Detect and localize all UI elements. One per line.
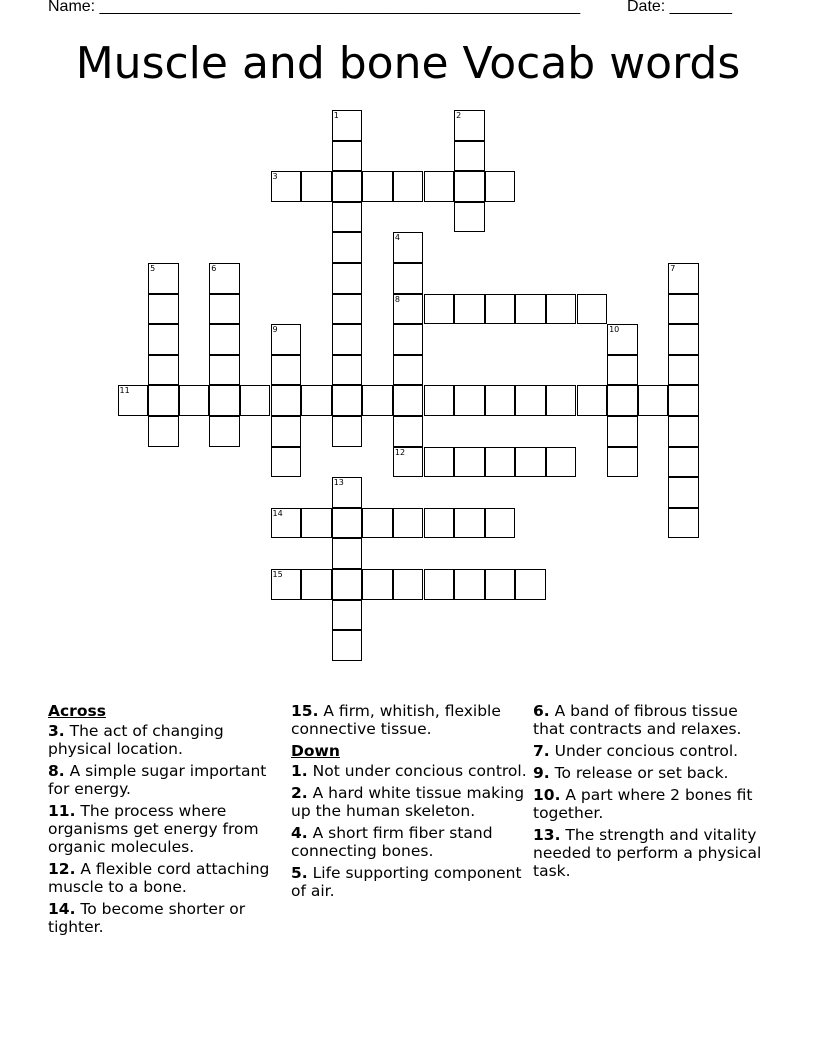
- grid-cell[interactable]: [209, 385, 240, 416]
- grid-cell[interactable]: [148, 385, 179, 416]
- clue-down-6: 6. A band of fibrous tissue that contracts and relaxes.: [533, 702, 742, 738]
- grid-cell[interactable]: [668, 508, 699, 539]
- grid-cell[interactable]: [332, 110, 363, 141]
- grid-cell[interactable]: [332, 324, 363, 355]
- grid-cell[interactable]: [577, 294, 608, 325]
- grid-cell[interactable]: [515, 294, 546, 325]
- grid-cell[interactable]: [607, 447, 638, 478]
- across-heading: Across: [48, 702, 106, 720]
- grid-cell[interactable]: [668, 477, 699, 508]
- grid-cell[interactable]: [546, 385, 577, 416]
- grid-cell[interactable]: [424, 447, 455, 478]
- clue-down-13: 13. The strength and vitality needed to perform a physical task.: [533, 826, 762, 880]
- clue-number: 10: [609, 325, 620, 335]
- clue-number: 8: [394, 294, 400, 304]
- grid-cell[interactable]: [332, 355, 363, 386]
- grid-cell[interactable]: [393, 385, 424, 416]
- clue-down-9: 9. To release or set back.: [533, 764, 729, 782]
- grid-cell[interactable]: [301, 508, 332, 539]
- grid-cell[interactable]: [362, 171, 393, 202]
- grid-cell[interactable]: [240, 385, 271, 416]
- grid-cell[interactable]: [454, 294, 485, 325]
- grid-cell[interactable]: [209, 263, 240, 294]
- grid-cell[interactable]: [454, 447, 485, 478]
- grid-cell[interactable]: [393, 263, 424, 294]
- clue-down-7: 7. Under concious control.: [533, 742, 739, 760]
- grid-cell[interactable]: [454, 508, 485, 539]
- grid-cell[interactable]: [485, 385, 516, 416]
- clue-number: 4: [394, 233, 400, 243]
- grid-cell[interactable]: [454, 202, 485, 233]
- grid-cell[interactable]: [209, 355, 240, 386]
- clue-down-5: 5. Life supporting component of air.: [291, 864, 522, 900]
- clue-number: 6: [211, 264, 217, 273]
- clues-column-3: [533, 702, 773, 884]
- grid-cell[interactable]: [546, 294, 577, 325]
- grid-cell[interactable]: [454, 141, 485, 172]
- clue-number: 15: [272, 570, 283, 579]
- clue-number: 12: [394, 447, 406, 457]
- grid-cell[interactable]: [179, 385, 210, 416]
- grid-cell[interactable]: [148, 294, 179, 325]
- grid-cell[interactable]: [148, 416, 179, 447]
- grid-cell[interactable]: [638, 385, 669, 416]
- grid-cell[interactable]: [454, 110, 485, 141]
- grid-cell[interactable]: [454, 171, 485, 202]
- grid-cell[interactable]: [393, 416, 424, 447]
- grid-cell[interactable]: [393, 569, 424, 600]
- grid-cell[interactable]: [301, 171, 332, 202]
- grid-cell[interactable]: [332, 232, 363, 263]
- grid-cell[interactable]: [668, 324, 699, 355]
- grid-cell[interactable]: [332, 477, 363, 508]
- grid-cell[interactable]: [148, 324, 179, 355]
- grid-cell[interactable]: [607, 385, 638, 416]
- clue-down-1: 1. Not under concious control.: [291, 762, 527, 780]
- grid-cell[interactable]: [607, 324, 638, 355]
- grid-cell[interactable]: [454, 569, 485, 600]
- grid-cell[interactable]: [271, 447, 302, 478]
- grid-cell[interactable]: [393, 232, 424, 263]
- clue-number: 3: [272, 172, 278, 182]
- grid-cell[interactable]: [485, 171, 516, 202]
- grid-cell[interactable]: [668, 294, 699, 325]
- grid-cell[interactable]: [485, 447, 516, 478]
- clue-number: 11: [119, 386, 130, 396]
- grid-cell[interactable]: [424, 385, 455, 416]
- grid-cell[interactable]: [393, 355, 424, 386]
- grid-cell[interactable]: [332, 569, 363, 600]
- grid-cell[interactable]: [668, 416, 699, 447]
- grid-cell[interactable]: [332, 416, 363, 447]
- grid-cell[interactable]: [454, 385, 485, 416]
- grid-cell[interactable]: [424, 171, 455, 202]
- grid-cell[interactable]: [668, 263, 699, 294]
- grid-cell[interactable]: [332, 385, 363, 416]
- grid-cell[interactable]: [209, 324, 240, 355]
- grid-cell[interactable]: [515, 447, 546, 478]
- grid-cell[interactable]: [362, 569, 393, 600]
- grid-cell[interactable]: [271, 569, 302, 600]
- grid-cell[interactable]: [607, 355, 638, 386]
- clue-across-3: 3. The act of changing physical location.: [48, 722, 224, 758]
- clue-number: 14: [272, 508, 283, 518]
- grid-cell[interactable]: [332, 630, 363, 661]
- grid-cell[interactable]: [271, 171, 302, 202]
- clue-across-12: 12. A flexible cord attaching muscle to a bone.: [48, 860, 270, 896]
- grid-cell[interactable]: [424, 294, 455, 325]
- grid-cell[interactable]: [332, 538, 363, 569]
- clue-across-15: 15. A firm, whitish, flexible connective tissue.: [291, 702, 501, 738]
- name-line: Name: ______________________________________________________: [48, 0, 581, 15]
- grid-cell[interactable]: [148, 355, 179, 386]
- clue-across-14: 14. To become shorter or tighter.: [48, 900, 246, 936]
- clue-number: 13: [333, 478, 344, 488]
- grid-cell[interactable]: [393, 324, 424, 355]
- grid-cell[interactable]: [271, 324, 302, 355]
- grid-cell[interactable]: [271, 385, 302, 416]
- grid-cell[interactable]: [301, 385, 332, 416]
- grid-cell[interactable]: [668, 447, 699, 478]
- grid-cell[interactable]: [485, 508, 516, 539]
- clue-down-2: 2. A hard white tissue making up the human skeleton.: [291, 784, 525, 820]
- grid-cell[interactable]: [332, 508, 363, 539]
- grid-cell[interactable]: [515, 569, 546, 600]
- clue-number: 1: [333, 111, 339, 120]
- grid-cell[interactable]: [332, 202, 363, 233]
- grid-cell[interactable]: [393, 447, 424, 478]
- clue-down-10: 10. A part where 2 bones fit together.: [533, 786, 753, 822]
- grid-cell[interactable]: [209, 416, 240, 447]
- grid-cell[interactable]: [485, 294, 516, 325]
- grid-cell[interactable]: [393, 171, 424, 202]
- grid-cell[interactable]: [271, 508, 302, 539]
- clue-down-4: 4. A short firm fiber stand connecting bones.: [291, 824, 493, 860]
- grid-cell[interactable]: [393, 508, 424, 539]
- grid-cell[interactable]: [668, 385, 699, 416]
- date-line: Date: _______: [627, 0, 732, 15]
- grid-cell[interactable]: [393, 294, 424, 325]
- clue-number: 2: [456, 111, 462, 120]
- grid-cell[interactable]: [148, 263, 179, 294]
- grid-cell[interactable]: [668, 355, 699, 386]
- clue-across-11: 11. The process where organisms get energy from organic molecules.: [48, 802, 259, 856]
- grid-cell[interactable]: [271, 416, 302, 447]
- grid-cell[interactable]: [301, 569, 332, 600]
- grid-cell[interactable]: [332, 141, 363, 172]
- page-title: Muscle and bone Vocab words: [75, 38, 741, 89]
- grid-cell[interactable]: [515, 385, 546, 416]
- grid-cell[interactable]: [332, 294, 363, 325]
- grid-cell[interactable]: [209, 294, 240, 325]
- grid-cell[interactable]: [271, 355, 302, 386]
- grid-cell[interactable]: [332, 263, 363, 294]
- down-heading: Down: [291, 742, 340, 760]
- clue-across-8: 8. A simple sugar important for energy.: [48, 762, 267, 798]
- clue-number: 5: [150, 264, 156, 273]
- grid-cell[interactable]: [546, 447, 577, 478]
- grid-cell[interactable]: [485, 569, 516, 600]
- grid-cell[interactable]: [424, 569, 455, 600]
- clue-number: 7: [670, 264, 676, 273]
- grid-cell[interactable]: [118, 385, 149, 416]
- grid-cell[interactable]: [607, 416, 638, 447]
- clue-number: 9: [272, 325, 278, 335]
- grid-cell[interactable]: [577, 385, 608, 416]
- clues-column-2: [291, 702, 527, 904]
- grid-cell[interactable]: [332, 171, 363, 202]
- grid-cell[interactable]: [362, 508, 393, 539]
- grid-cell[interactable]: [362, 385, 393, 416]
- clues-column-1: [48, 702, 284, 940]
- grid-cell[interactable]: [424, 508, 455, 539]
- grid-cell[interactable]: [332, 600, 363, 631]
